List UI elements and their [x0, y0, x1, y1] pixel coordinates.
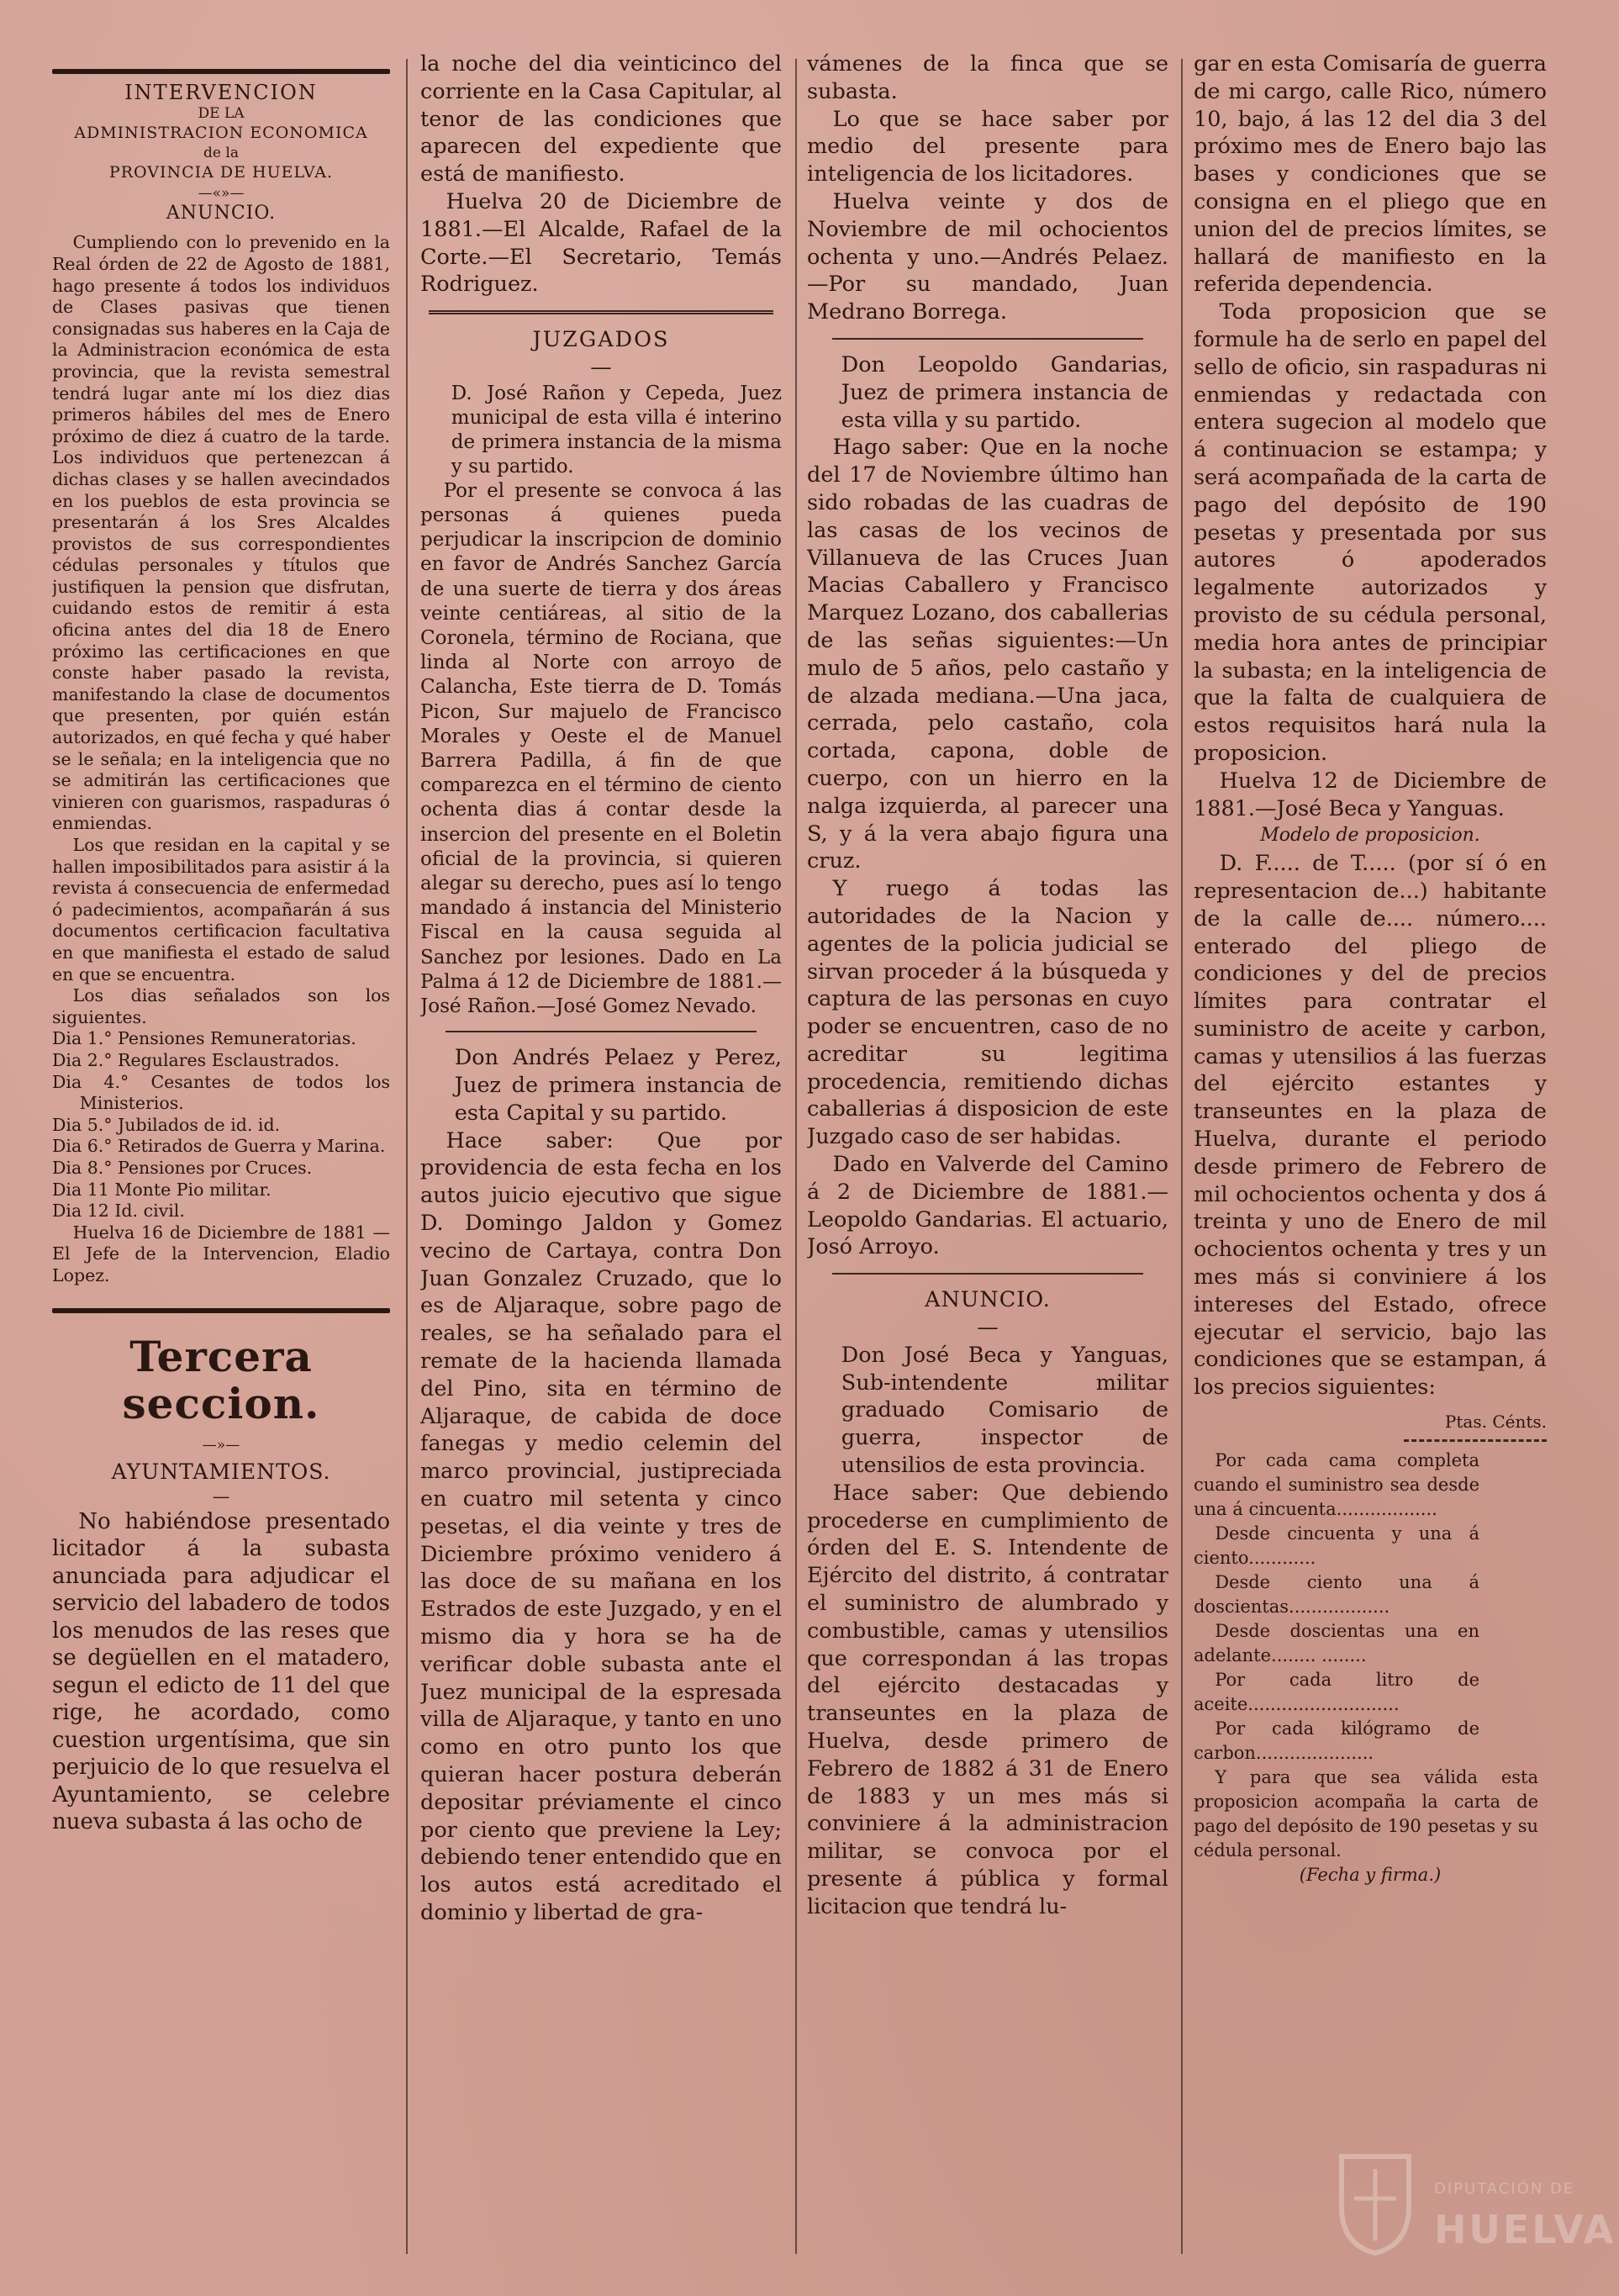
list-item: Por cada cama completa cuando el suministro sea desde una á cincuenta..................: [1194, 1449, 1479, 1519]
list-item: Dia 11 Monte Pio militar.: [52, 1179, 272, 1200]
signature: Dado en Valverde del Camino á 2 de Diciembre de 1881.—Leopoldo Gandarias. El actuario, Josó Arroyo.: [807, 1152, 1168, 1260]
column-4: [1194, 50, 1547, 2262]
column-1: [52, 50, 390, 2262]
list-item: Desde ciento una á doscientas..................: [1194, 1571, 1479, 1617]
separator: [446, 1031, 757, 1032]
paragraph: Hace saber: Que por providencia de esta fecha en los autos juicio ejecutivo que sigue D. Domingo Jaldon y Gomez vecino de Cartaya, contra Don Juan Gonzalez Cruzado, que lo es de Aljaraque, sobre pago de reales, se ha señalado para el remate de la hacienda llamada del Pino, sita en término de Aljaraque, de cabida de doce fanegas y medio celemin del marco provincial, justipreciada en cuatro mil setenta y cinco pesetas, el dia veinte y tres de Diciembre próximo venidero á las doce de su mañana en los Estrados de este Juzgado, y en el mismo dia y hora se ha de verificar doble subasta ante el Juez municipal de la espresada villa de Aljaraque, y tanto en uno como en otro punto los que quieran hacer postura deberán depositar préviamente el cinco por ciento que previene la Ley; debiendo tener entendido que en los autos está acreditado el dominio y libertad de gra-: [420, 1127, 782, 1925]
signature: Huelva 12 de Diciembre de 1881.—José Beca y Yanguas.: [1194, 768, 1547, 821]
header-line: DE LA: [198, 104, 245, 122]
paragraph: D. José Rañon y Cepeda, Juez municipal de esta villa é interino de primera instancia de la misma y su partido.: [451, 382, 782, 478]
price-header: Ptas. Cénts.: [1444, 1412, 1547, 1433]
paragraph: gar en esta Comisaría de guerra de mi cargo, calle Rico, número 10, bajo, á las 12 del dia 3 del próximo mes de Enero bajo las bases y condiciones que se consigna en el pliego que en union del de precios límites, se hallará de manifiesto en la referida dependencia.: [1194, 51, 1547, 298]
anuncio-title: ANUNCIO.: [166, 202, 277, 224]
watermark-logo: [1333, 2148, 1616, 2266]
paragraph: Y para que sea válida esta proposicion acompaña la carta de pago del depósito de 190 pesetas y su cédula personal.: [1194, 1766, 1538, 1861]
price-list: [1194, 1449, 1547, 1766]
dash: —: [212, 1486, 230, 1507]
paragraph: Hago saber: Que en la noche del 17 de Noviembre último han sido robadas de las cuadras de las casas de los vecinos de Villanueva de las Cruces Juan Macias Caballero y Francisco Marquez Lozano, dos caballerias de las señas siguientes:—Un mulo de 5 años, pelo castaño y de alzada mediana.—Una jaca, cerrada, pelo castaño, cola cortada, capona, doble de cuerpo, con un hierro en la nalga izquierda, al parecer una S, y á la vera abajo figura una cruz.: [807, 435, 1168, 874]
column-divider: [406, 59, 408, 2254]
paragraph: Cumpliendo con lo prevenido en la Real órden de 22 de Agosto de 1881, hago presente á todos los individuos de Clases pasivas que tienen consignadas sus haberes en la Caja de la Administracion económica de esta provincia, que la revista semestral tendrá lugar ante mí los diez dias primeros hábiles del mes de Enero próximo de diez á cuatro de la tarde. Los individuos que pertenezcan á dichas clases y se hallen avecindados en los pueblos de esta provincia se presentarán á los Sres Alcaldes provistos de sus correspondientes cédulas personales y títulos que justifiquen la pension que disfrutan, cuidando estos de remitir á esta oficina antes del dia 18 de Enero próximo las certificaciones en que conste haber pasado la revista, manifestando la clase de documentos que presenten, por quién están autorizados, en qué fecha y qué haber se le señala; en la inteligencia que no se admitirán las certificaciones que vinieren con guarismos, raspaduras ó enmiendas.: [52, 232, 390, 834]
price-rule: [1404, 1439, 1547, 1442]
paragraph: la noche del dia veinticinco del corriente en la Casa Capitular, al tenor de las condiciones que aparecen del expediente que está de manifiesto.: [420, 51, 782, 187]
juzgados-title: JUZGADOS: [532, 327, 670, 353]
column-3: [807, 50, 1168, 2262]
modelo-title: Modelo de proposicion.: [1260, 825, 1480, 847]
header-line: PROVINCIA DE HUELVA.: [108, 163, 334, 182]
signature: Huelva 20 de Diciembre de 1881.—El Alcalde, Rafael de la Corte.—El Secretario, Temás Rodriguez.: [420, 188, 782, 298]
separator: [429, 310, 773, 314]
list-item: Dia 1.° Pensiones Remuneratorias.: [52, 1028, 356, 1049]
signature: Huelva 16 de Diciembre de 1881 —El Jefe de la Intervencion, Eladio Lopez.: [52, 1222, 390, 1285]
dash: —: [977, 1315, 999, 1341]
list-item: Desde cincuenta y una á ciento............: [1194, 1523, 1479, 1568]
paragraph: Toda proposicion que se formule ha de serlo en papel del sello de oficio, sin raspaduras ni enmiendas y redactada con entera sugecion al modelo que á continuacion se estampa; y será acompañada de la carta de pago del depósito de 190 pesetas y presentada por sus autores ó apoderados legalmente autorizados y provisto de su cédula personal, media hora antes de principiar la subasta; en la inteligencia de que la falta de cualquiera de estos requisitos hará nula la proposicion.: [1194, 299, 1547, 766]
list-item: Desde doscientas una en adelante........ ........: [1194, 1620, 1479, 1665]
list-item: Dia 12 Id. civil.: [52, 1201, 185, 1222]
column-divider: [1181, 59, 1183, 2254]
ayuntamientos-title: AYUNTAMIENTOS.: [111, 1459, 331, 1485]
paragraph: Don José Beca y Yanguas, Sub-intendente militar graduado Comisario de guerra, inspector de utensilios de esta provincia.: [841, 1342, 1168, 1479]
dash: —: [590, 354, 612, 380]
intervencion-title: INTERVENCION: [124, 81, 318, 104]
paragraph: No habiéndose presentado licitador á la subasta anunciada para adjudicar el servicio del labadero de todos los menudos de las reses que se degüellen en el matadero, segun el edicto de 11 del que rige, he acordado, como cuestion urgentísima, que sin perjuicio de lo que resuelva el Ayuntamiento, se celebre nueva subasta á las ocho de: [52, 1508, 390, 1835]
list-item: Dia 2.° Regulares Esclaustrados.: [52, 1049, 340, 1070]
header-ornament: —«»—: [198, 184, 245, 202]
paragraph: Los dias señalados son los siguientes.: [52, 985, 390, 1027]
top-rule: [52, 69, 390, 74]
section-title: Tercera seccion.: [122, 1332, 320, 1429]
paragraph: D. F..... de T..... (por sí ó en representacion de...) habitante de la calle de.... número.... enterado del pliego de condiciones y del de precios límites para contratar el suministro de aceite y carbon, camas y utensilios á las fuerzas del ejército estantes y transeuntes en la plaza de Huelva, durante el periodo desde primero de Febrero de mil ochocientos ochenta y dos á treinta y uno de Enero de mil ochocientos ochenta y tres y un mes más si conviniere á los intereses del Estado, ofrece ejecutar el servicio, bajo las condiciones que se estampan, á los precios siguientes:: [1194, 851, 1547, 1401]
separator: [832, 338, 1143, 340]
section-ornament: —»—: [202, 1437, 240, 1454]
section-rule: [52, 1308, 390, 1313]
list-item: Dia 4.° Cesantes de todos los Ministerios.: [52, 1071, 390, 1114]
header-line: ADMINISTRACION ECONOMICA: [74, 123, 368, 142]
watermark-text: DIPUTACIÓN DE: [1434, 2180, 1575, 2198]
paragraph: vámenes de la finca que se subasta.: [807, 51, 1168, 104]
paragraph: Don Andrés Pelaez y Perez, Juez de primera instancia de esta Capital y su partido.: [454, 1045, 782, 1126]
paragraph: Por el presente se convoca á las personas á quienes pueda perjudicar la inscripcion de dominio en favor de Andrés Sanchez García de una suerte de tierra y dos áreas veinte centiáreas, al sitio de la Coronela, término de Rociana, que linda al Norte con arroyo de Calancha, Este tierra de D. Tomás Picon, Sur majuelo de Francisco Morales y Oeste el de Manuel Barrera Padilla, á fin de que comparezca en el término de ciento ochenta dias á contar desde la insercion del presente en el Boletin oficial de la provincia, si quieren alegar su derecho, pues así lo tengo mandado á instancia del Ministerio Fiscal en la causa seguida al Sanchez por lesiones. Dado en La Palma á 12 de Diciembre de 1881.—José Rañon.—José Gomez Nevado.: [420, 479, 782, 1018]
anuncio-title: ANUNCIO.: [925, 1287, 1051, 1313]
list-item: Dia 5.° Jubilados de id. id.: [52, 1114, 281, 1135]
column-divider: [795, 59, 797, 2254]
firma: (Fecha y firma.): [1299, 1864, 1442, 1885]
list-item: Dia 6.° Retirados de Guerra y Marina.: [52, 1136, 386, 1157]
header-line: de la: [203, 145, 239, 162]
days-list: [52, 1028, 390, 1222]
list-item: Dia 8.° Pensiones por Cruces.: [52, 1157, 313, 1178]
separator: [832, 1273, 1143, 1275]
signature: Huelva veinte y dos de Noviembre de mil ochocientos ochenta y uno.—Andrés Pelaez.—Por su mandado, Juan Medrano Borrega.: [807, 188, 1168, 325]
paragraph: Don Leopoldo Gandarias, Juez de primera instancia de esta villa y su partido.: [841, 351, 1168, 433]
paragraph: Los que residan en la capital y se hallen imposibilitados para asistir á la revista á consecuencia de enfermedad ó padecimientos, acompañarán á sus documentos certificacion facultativa en que manifiesta el estado de salud en que se encuentra.: [52, 835, 390, 984]
paragraph: Y ruego á todas las autoridades de la Nacion y agentes de la policia judicial se sirvan proceder á la búsqueda y captura de las personas en cuyo poder se encuentren, caso de no acreditar su legitima procedencia, remitiendo dichas caballerias á disposicion de este Juzgado caso de ser habidas.: [807, 876, 1168, 1150]
list-item: Por cada kilógramo de carbon.....................: [1194, 1718, 1479, 1763]
column-2: [420, 50, 782, 2262]
list-item: Por cada litro de aceite...........................: [1194, 1669, 1479, 1714]
crest-icon: [1333, 2148, 1417, 2257]
paragraph: Hace saber: Que debiendo procederse en cumplimiento de órden del E. S. Intendente de Ejército del distrito, á contratar el suministro de alumbrado y combustible, camas y utensilios que correspondan á las tropas del ejército destacadas y transeuntes en la plaza de Huelva, desde primero de Febrero de 1882 á 31 de Enero de 1883 y un mes más si conviniere á la administracion militar, se convoca por el presente á pública y formal licitacion que tendrá lu-: [807, 1480, 1168, 1919]
paragraph: Lo que se hace saber por medio del presente para inteligencia de los licitadores.: [807, 106, 1168, 187]
watermark-text: HUELVA: [1434, 2207, 1616, 2252]
